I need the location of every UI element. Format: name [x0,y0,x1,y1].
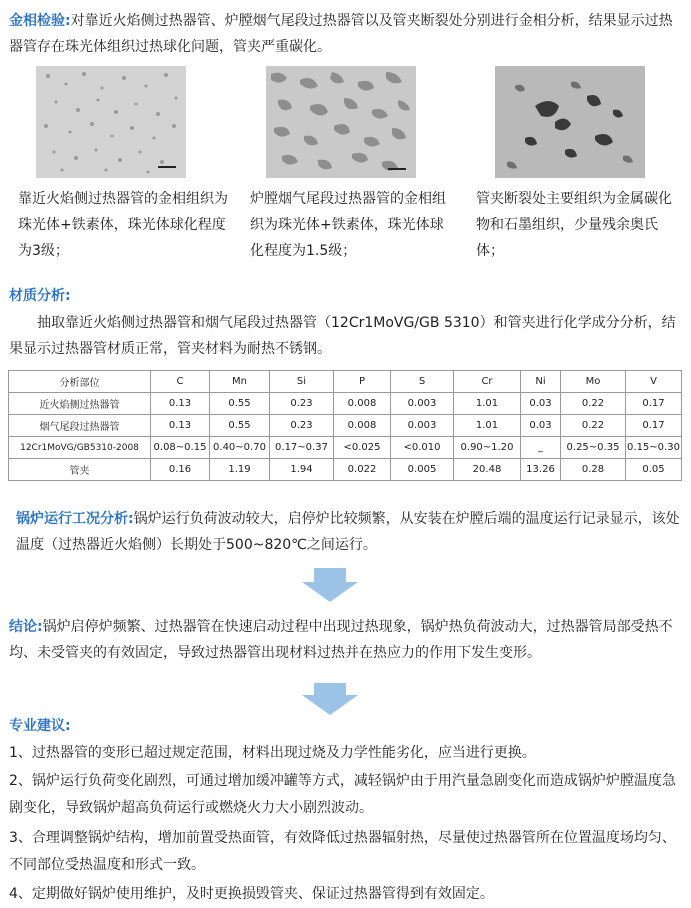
advice-item: 3、合理调整锅炉结构，增加前置受热面管，有效降低过热器辐射热，尽量使过热器管所在位置温度场均匀、不同部位受热温度和形式一致。 [9,830,676,873]
table-cell: _ [521,437,561,459]
table-header: Mn [210,371,270,393]
table-cell: 0.23 [270,415,334,437]
table-cell: 0.005 [391,459,454,481]
table-row [9,415,682,437]
micrograph-tail-section [266,66,416,178]
table-cell: 0.40~0.70 [210,437,270,459]
table-cell: 0.003 [391,415,454,437]
advice-item: 4、定期做好锅炉使用维护，及时更换损毁管夹、保证过热器管得到有效固定。 [9,886,494,902]
table-header: 分析部位 [9,371,151,393]
table-header: Si [270,371,334,393]
table-cell: 0.22 [561,415,626,437]
table-cell: 烟气尾段过热器管 [9,415,151,437]
table-cell: 0.13 [151,393,210,415]
table-cell: 管夹 [9,459,151,481]
boiler-text: 锅炉运行负荷波动较大，启停炉比较频繁，从安装在炉膛后端的温度运行记录显示，该处温度（过热器近火焰侧）长期处于500~820℃之间运行。 [16,511,680,553]
table-header: V [626,371,682,393]
table-cell: 0.25~0.35 [561,437,626,459]
composition-table [8,370,682,481]
table-cell: <0.010 [391,437,454,459]
table-cell: 0.008 [334,393,391,415]
table-cell: 1.01 [454,415,521,437]
table-cell: 0.13 [151,415,210,437]
table-cell: 0.17 [626,393,682,415]
table-cell: 0.90~1.20 [454,437,521,459]
down-arrow-icon [300,568,360,608]
caption-clamp-fracture: 管夹断裂处主要组织为金属碳化物和石墨组织，少量残余奥氏体； [476,191,672,259]
table-cell: 0.08~0.15 [151,437,210,459]
table-cell: 20.48 [454,459,521,481]
material-heading: 材质分析: [9,288,71,304]
micrograph-clamp-fracture [495,66,645,178]
metallography-text: 对靠近火焰侧过热器管、炉膛烟气尾段过热器管以及管夹断裂处分别进行金相分析，结果显示过热器管存在珠光体组织过热球化问题，管夹严重碳化。 [9,13,673,55]
table-cell: 0.008 [334,415,391,437]
table-header: Cr [454,371,521,393]
table-row [9,459,682,481]
table-cell: 近火焰侧过热器管 [9,393,151,415]
table-cell: 0.022 [334,459,391,481]
advice-item: 1、过热器管的变形已超过规定范围，材料出现过烧及力学性能劣化，应当进行更换。 [9,745,536,761]
conclusion-paragraph [9,614,685,666]
table-header: Mo [561,371,626,393]
table-row [9,393,682,415]
table-cell: 0.16 [151,459,210,481]
micrograph-fire-side [36,66,186,178]
table-cell: 0.05 [626,459,682,481]
caption-fire-side: 靠近火焰侧过热器管的金相组织为珠光体+铁素体，珠光体球化程度为3级； [18,191,228,259]
table-header-row [9,371,682,393]
advice-heading: 专业建议: [9,718,71,734]
table-header: Ni [521,371,561,393]
table-cell: 13.26 [521,459,561,481]
table-cell: 0.23 [270,393,334,415]
table-cell: 12Cr1MoVG/GB5310-2008 [9,437,151,459]
conclusion-heading: 结论: [9,619,43,635]
table-cell: 0.28 [561,459,626,481]
table-cell: 0.55 [210,415,270,437]
table-cell: <0.025 [334,437,391,459]
table-cell: 1.01 [454,393,521,415]
table-row [9,437,682,459]
advice-item: 2、锅炉运行负荷变化剧烈，可通过增加缓冲罐等方式，减轻锅炉由于用汽量急剧变化而造成锅炉炉膛温度急剧变化，导致锅炉超高负荷运行或燃烧火力大小剧烈波动。 [9,773,676,816]
table-cell: 0.17 [626,415,682,437]
boiler-heading: 锅炉运行工况分析: [16,511,134,527]
advice-heading-line [9,713,685,739]
table-header: P [334,371,391,393]
table-header: C [151,371,210,393]
metallography-paragraph [9,8,685,60]
conclusion-text: 锅炉启停炉频繁、过热器管在快速启动过程中出现过热现象，锅炉热负荷波动大，过热器管局部受热不均、未受管夹的有效固定，导致过热器管出现材料过热并在热应力的作用下发生变形。 [9,619,673,661]
boiler-paragraph [16,506,684,558]
metallography-heading: 金相检验: [9,13,71,29]
table-cell: 1.19 [210,459,270,481]
table-header: S [391,371,454,393]
table-cell: 0.03 [521,415,561,437]
material-heading-line [9,283,685,309]
table-cell: 0.15~0.30 [626,437,682,459]
table-cell: 1.94 [270,459,334,481]
table-cell: 0.003 [391,393,454,415]
table-cell: 0.22 [561,393,626,415]
table-cell: 0.55 [210,393,270,415]
caption-tail-section: 炉膛烟气尾段过热器管的金相组织为珠光体+铁素体，珠光体球化程度为1.5级； [250,191,446,259]
table-cell: 0.17~0.37 [270,437,334,459]
material-text: 抽取靠近火焰侧过热器管和烟气尾段过热器管（12Cr1MoVG/GB 5310）和管夹进行化学成分分析，结果显示过热器管材质正常，管夹材料为耐热不锈钢。 [9,315,676,357]
table-cell: 0.03 [521,393,561,415]
